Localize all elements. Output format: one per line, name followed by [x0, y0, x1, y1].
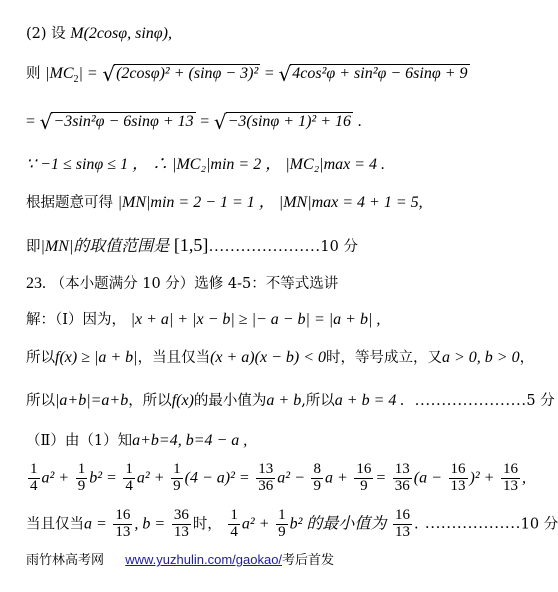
mn-range-line: 即|MN|的取值范围是 [1,5]…………………10 分 — [26, 235, 358, 255]
interval: [1,5] — [173, 235, 209, 255]
part2-line — [26, 26, 172, 42]
footer-site-name: 雨竹林高考网 — [26, 553, 105, 568]
equation-line: $\frac{1}{4}$ a² + $\frac{1}{9}$ b² = $\frac{1}{4}$ a² + $\frac{1}{9}$ (4 − a)² = $\frac{13}{36}$ a² − $\frac{8}{9}$ a + $\frac{16}{9}$ = $\frac{13}{36}$ (a − $\frac{16}{13}$ )² + $\frac{16}{13}$ , — [30, 461, 527, 494]
solution-line-3: 所以|a+b|=a+b，所以f(x)的最小值为a + b,所以a + b = 4 . …………………5 分 — [26, 392, 555, 409]
solution-line-2: 所以f(x) ≥ |a + b|，当且仅当(x + a)(x − b) < 0时，等号成立，又a > 0, b > 0， — [26, 349, 535, 366]
part2-label: (2) 设 — [26, 26, 66, 42]
sqrt-4: √−3(sinφ + 1)² + 16 — [213, 110, 351, 134]
mc2-line-2: = √−3sin²φ − 6sinφ + 13 = √−3(sinφ + 1)² + 16 . — [26, 110, 362, 134]
footer-link[interactable]: www.yuzhulin.com/gaokao/ — [125, 552, 283, 567]
part-ii-line: （Ⅱ）由（1）知a+b=4, b=4 − a , — [26, 432, 248, 449]
final-line: 当且仅当a = $\frac{16}{13}$ , b = $\frac{36}{13}$ 时， $\frac{1}{4}$ a² + $\frac{1}{9}$ b² 的最小值为 $\frac{16}{13}$ . ………………10 分 — [26, 507, 558, 540]
sqrt-2: √4cos²φ + sin²φ − 6sinφ + 9 — [278, 62, 468, 86]
range-line: ∵ −1 ≤ sinφ ≤ 1 ， ∴ |MC₂|min = 2 ， |MC₂|max = 4 . — [26, 156, 386, 173]
mc2-prefix: 则 — [26, 66, 41, 82]
part2-expr: M(2cosφ, sinφ), — [70, 25, 172, 42]
question-23-heading: 23. （本小题满分 10 分）选修 4-5：不等式选讲 — [26, 275, 339, 292]
sqrt-1: √(2cosφ)² + (sinφ − 3)² — [102, 62, 259, 86]
mc2-abs: $|MC_2|$ = — [45, 65, 98, 86]
solution-line-1: 解：（Ⅰ）因为， |x + a| + |x − b| ≥ |− a − b| = |a + b| , — [26, 311, 381, 328]
footer-suffix: 考后首发 — [282, 553, 335, 568]
mc2-line: 则 $|MC_2| = √(2\cos\varphi)^2 + (\sin\varphi - 3)^2 = √4\cos^2\varphi + \sin^2\varphi - 6\sin\varphi + 9$ — [26, 62, 468, 86]
footer — [26, 553, 334, 568]
sqrt-3: √−3sin²φ − 6sinφ + 13 — [39, 110, 194, 134]
mn-line: 根据题意可得 |MN|min = 2 − 1 = 1 ， |MN|max = 4 + 1 = 5, — [26, 194, 423, 211]
